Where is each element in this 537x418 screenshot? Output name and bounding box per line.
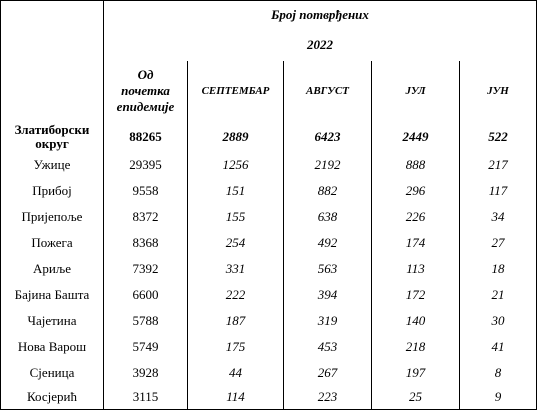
jun-value: 8 <box>460 360 537 386</box>
jul-value: 140 <box>372 308 460 334</box>
table-row <box>1 308 537 334</box>
sep-value: 151 <box>188 178 284 204</box>
table-row <box>1 282 537 308</box>
region-row <box>1 121 537 153</box>
jun-value: 41 <box>460 334 537 360</box>
since-value: 29395 <box>104 153 188 178</box>
municipality-name: Пожега <box>1 230 104 256</box>
jun-value: 9 <box>460 386 537 410</box>
since-value: 8368 <box>104 230 188 256</box>
header-september: СЕПТЕМБАР <box>188 61 284 121</box>
jul-value: 25 <box>372 386 460 410</box>
since-value: 8372 <box>104 204 188 230</box>
header-since-line1: Од <box>137 66 154 82</box>
jul-value: 197 <box>372 360 460 386</box>
municipality-name: Косјерић <box>1 386 104 410</box>
jun-value: 30 <box>460 308 537 334</box>
jun-value: 117 <box>460 178 537 204</box>
jul-value: 174 <box>372 230 460 256</box>
table-row <box>1 230 537 256</box>
aug-value: 394 <box>284 282 372 308</box>
municipality-name: Пријепоље <box>1 204 104 230</box>
since-value: 9558 <box>104 178 188 204</box>
sep-value: 175 <box>188 334 284 360</box>
table-row <box>1 360 537 386</box>
table-row <box>1 256 537 282</box>
table-row <box>1 153 537 178</box>
jul-value: 888 <box>372 153 460 178</box>
municipality-name: Прибој <box>1 178 104 204</box>
sep-value: 1256 <box>188 153 284 178</box>
table-row <box>1 386 537 410</box>
sep-value: 187 <box>188 308 284 334</box>
jun-value: 34 <box>460 204 537 230</box>
region-jul: 2449 <box>372 121 460 153</box>
sep-value: 155 <box>188 204 284 230</box>
municipality-name: Чајетина <box>1 308 104 334</box>
municipality-name: Нова Варош <box>1 334 104 360</box>
header-july: ЈУЛ <box>372 61 460 121</box>
header-since-line2: почетка <box>121 82 170 98</box>
header-since-epidemic <box>104 61 188 121</box>
jun-value: 27 <box>460 230 537 256</box>
sep-value: 114 <box>188 386 284 410</box>
since-value: 5749 <box>104 334 188 360</box>
header-august: АВГУСТ <box>284 61 372 121</box>
table-row <box>1 178 537 204</box>
since-value: 3115 <box>104 386 188 410</box>
since-value: 7392 <box>104 256 188 282</box>
jul-value: 218 <box>372 334 460 360</box>
aug-value: 882 <box>284 178 372 204</box>
since-value: 5788 <box>104 308 188 334</box>
aug-value: 2192 <box>284 153 372 178</box>
municipality-name: Сјеница <box>1 360 104 386</box>
jul-value: 172 <box>372 282 460 308</box>
municipality-name: Ужице <box>1 153 104 178</box>
sep-value: 254 <box>188 230 284 256</box>
table-row <box>1 334 537 360</box>
aug-value: 453 <box>284 334 372 360</box>
header-june: ЈУН <box>460 61 537 121</box>
sep-value: 331 <box>188 256 284 282</box>
header-corner-cell <box>1 1 104 121</box>
header-title: Број потврђених <box>104 1 537 29</box>
aug-value: 223 <box>284 386 372 410</box>
since-value: 6600 <box>104 282 188 308</box>
aug-value: 638 <box>284 204 372 230</box>
sep-value: 222 <box>188 282 284 308</box>
jun-value: 18 <box>460 256 537 282</box>
region-since: 88265 <box>104 121 188 153</box>
header-year: 2022 <box>104 29 537 61</box>
aug-value: 563 <box>284 256 372 282</box>
aug-value: 319 <box>284 308 372 334</box>
aug-value: 267 <box>284 360 372 386</box>
region-name <box>1 121 104 153</box>
since-value: 3928 <box>104 360 188 386</box>
table-row <box>1 204 537 230</box>
municipality-name: Ариље <box>1 256 104 282</box>
jul-value: 113 <box>372 256 460 282</box>
header-since-line3: епидемије <box>116 98 175 114</box>
region-sep: 2889 <box>188 121 284 153</box>
municipality-name: Бајина Башта <box>1 282 104 308</box>
region-name-line2: округ <box>35 135 69 151</box>
sep-value: 44 <box>188 360 284 386</box>
jun-value: 21 <box>460 282 537 308</box>
region-aug: 6423 <box>284 121 372 153</box>
region-name-line1: Златиборски <box>14 121 90 137</box>
region-jun: 522 <box>460 121 537 153</box>
jun-value: 217 <box>460 153 537 178</box>
aug-value: 492 <box>284 230 372 256</box>
jul-value: 226 <box>372 204 460 230</box>
jul-value: 296 <box>372 178 460 204</box>
